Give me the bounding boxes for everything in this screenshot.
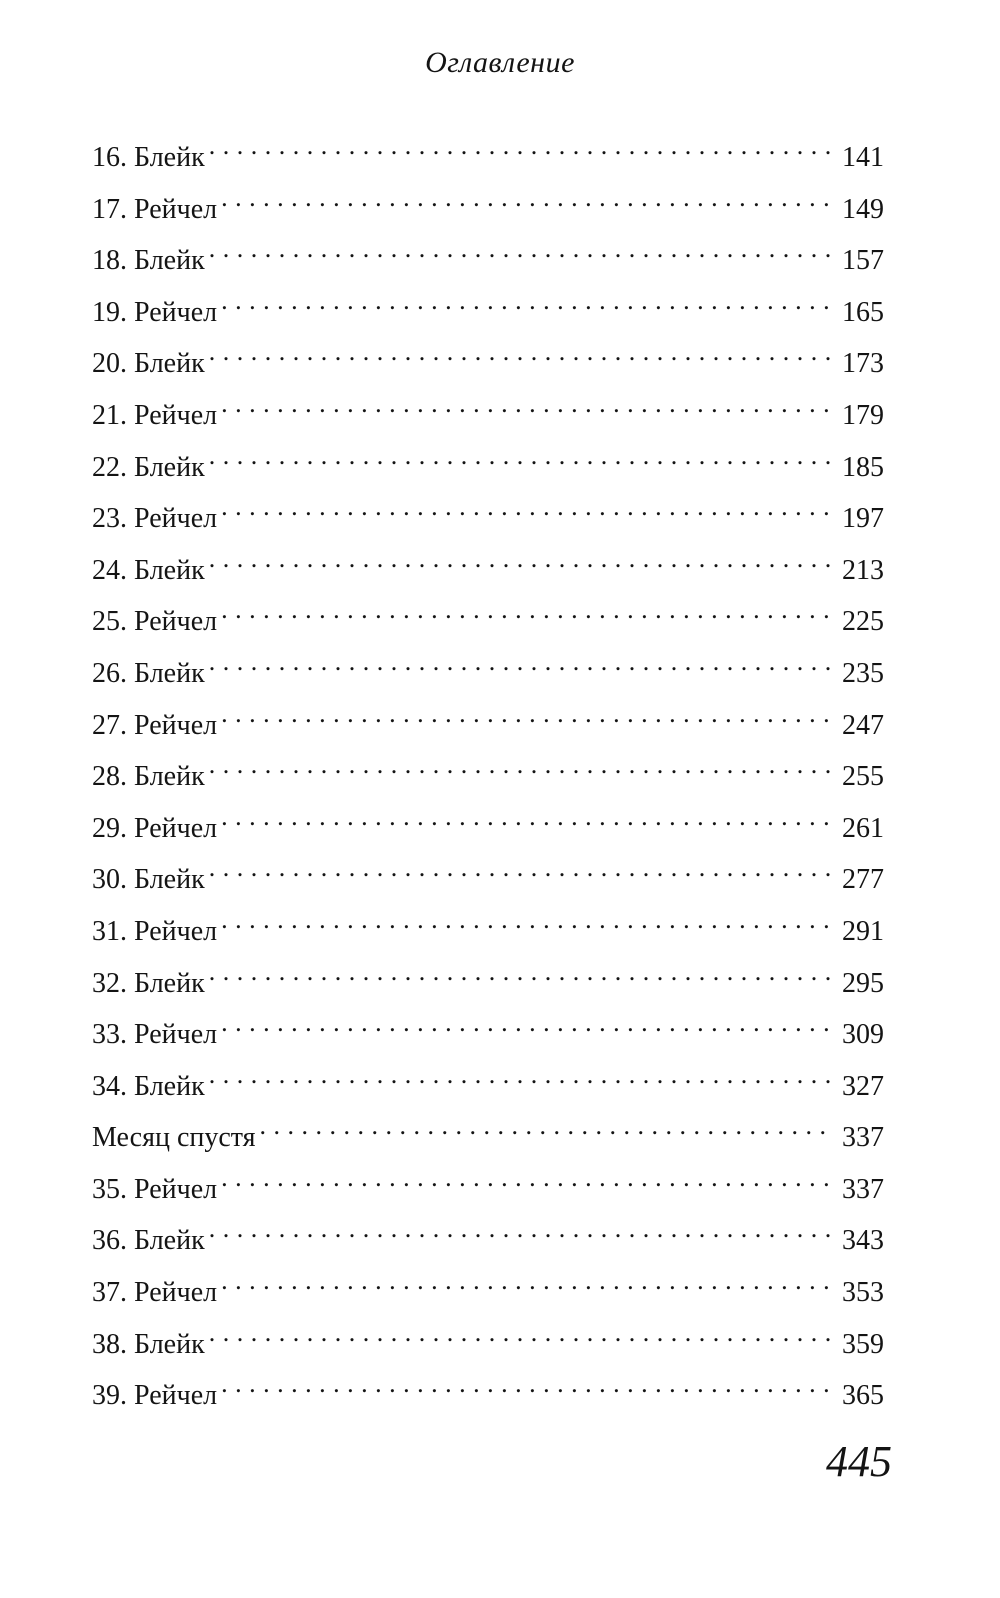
toc-entry-page: 213: [842, 554, 884, 586]
toc-entry-title: 31. Рейчел: [92, 915, 218, 947]
toc-entry: [92, 848, 884, 900]
dot-leader: [221, 281, 832, 321]
toc-entry-title: 34. Блейк: [92, 1070, 205, 1102]
toc-entry-page: 225: [842, 606, 884, 638]
dot-leader: [209, 539, 832, 579]
toc-entry-page: 255: [842, 761, 884, 793]
toc-entry-title: 30. Блейк: [92, 864, 205, 896]
toc-entry-title: 21. Рейчел: [92, 399, 218, 431]
dot-leader: [260, 1106, 832, 1146]
running-head: Оглавление: [425, 46, 575, 79]
toc-entry-title: 19. Рейчел: [92, 296, 218, 328]
toc-entry-page: 337: [842, 1173, 884, 1205]
dot-leader: [209, 436, 832, 476]
toc-entry: [92, 1003, 884, 1055]
toc-entry-page: 365: [842, 1380, 884, 1412]
dot-leader: [221, 900, 832, 940]
toc-entry-title: 24. Блейк: [92, 554, 205, 586]
toc-entry-title: 18. Блейк: [92, 245, 205, 277]
dot-leader: [209, 642, 832, 682]
toc-entry: [92, 1106, 884, 1158]
toc-entry-page: 173: [842, 348, 884, 380]
dot-leader: [221, 694, 832, 734]
toc-entry-page: 179: [842, 399, 884, 431]
toc-entry-title: 25. Рейчел: [92, 606, 218, 638]
dot-leader: [209, 952, 832, 992]
toc-entry: [92, 642, 884, 694]
toc-entry: [92, 900, 884, 952]
dot-leader: [221, 1261, 832, 1301]
toc-entry-page: 247: [842, 709, 884, 741]
page-number: 445: [826, 1437, 892, 1486]
toc-entry-page: 327: [842, 1070, 884, 1102]
toc-entry: [92, 332, 884, 384]
toc-entry: [92, 487, 884, 539]
toc-entry: [92, 384, 884, 436]
toc-entry-page: 261: [842, 812, 884, 844]
toc-entry-title: Месяц спустя: [92, 1122, 256, 1154]
toc-entry-page: 235: [842, 657, 884, 689]
dot-leader: [221, 178, 832, 218]
dot-leader: [221, 1158, 832, 1198]
toc-entry-title: 23. Рейчел: [92, 503, 218, 535]
dot-leader: [221, 797, 832, 837]
table-of-contents: [92, 126, 884, 1416]
toc-entry-title: 27. Рейчел: [92, 709, 218, 741]
toc-entry-title: 37. Рейчел: [92, 1277, 218, 1309]
toc-entry: [92, 229, 884, 281]
toc-entry-title: 16. Блейк: [92, 142, 205, 173]
dot-leader: [221, 487, 832, 527]
toc-entry-page: 197: [842, 503, 884, 535]
toc-entry-page: 291: [842, 915, 884, 947]
toc-entry-title: 22. Блейк: [92, 451, 205, 483]
toc-entry-title: 29. Рейчел: [92, 812, 218, 844]
toc-entry-page: 309: [842, 1019, 884, 1051]
toc-entry: [92, 1055, 884, 1107]
toc-entry-title: 33. Рейчел: [92, 1019, 218, 1051]
toc-entry-page: 165: [842, 296, 884, 328]
toc-entry-title: 36. Блейк: [92, 1225, 205, 1257]
dot-leader: [209, 1055, 832, 1095]
dot-leader: [209, 1313, 832, 1353]
toc-entry-page: 185: [842, 451, 884, 483]
toc-entry-page: 337: [842, 1122, 884, 1154]
dot-leader: [221, 384, 832, 424]
toc-entry-title: 38. Блейк: [92, 1328, 205, 1360]
toc-entry: [92, 1313, 884, 1365]
toc-entry-page: 359: [842, 1328, 884, 1360]
dot-leader: [221, 590, 832, 630]
dot-leader: [221, 1364, 832, 1404]
toc-entry: [92, 281, 884, 333]
toc-entry-title: 17. Рейчел: [92, 193, 218, 225]
toc-entry: [92, 539, 884, 591]
toc-entry: [92, 1261, 884, 1313]
toc-entry: [92, 590, 884, 642]
toc-entry-title: 26. Блейк: [92, 657, 205, 689]
toc-entry: [92, 952, 884, 1004]
dot-leader: [209, 229, 832, 269]
toc-entry-page: 353: [842, 1277, 884, 1309]
toc-entry-title: 35. Рейчел: [92, 1173, 218, 1205]
dot-leader: [209, 745, 832, 785]
dot-leader: [209, 332, 832, 372]
toc-entry-page: 343: [842, 1225, 884, 1257]
toc-entry: [92, 436, 884, 488]
toc-entry: [92, 1209, 884, 1261]
toc-entry: [92, 797, 884, 849]
toc-entry-page: 149: [842, 193, 884, 225]
toc-entry: [92, 1158, 884, 1210]
dot-leader: [221, 1003, 832, 1043]
toc-entry: [92, 178, 884, 230]
toc-entry: [92, 694, 884, 746]
toc-entry-title: 32. Блейк: [92, 967, 205, 999]
toc-entry: [92, 1364, 884, 1416]
toc-entry-page: 141: [842, 142, 884, 173]
toc-entry-page: 157: [842, 245, 884, 277]
dot-leader: [209, 126, 832, 166]
toc-entry: [92, 745, 884, 797]
toc-entry-page: 277: [842, 864, 884, 896]
dot-leader: [209, 848, 832, 888]
toc-entry-page: 295: [842, 967, 884, 999]
toc-entry: [92, 126, 884, 178]
toc-entry-title: 39. Рейчел: [92, 1380, 218, 1412]
dot-leader: [209, 1209, 832, 1249]
toc-entry-title: 28. Блейк: [92, 761, 205, 793]
toc-entry-title: 20. Блейк: [92, 348, 205, 380]
